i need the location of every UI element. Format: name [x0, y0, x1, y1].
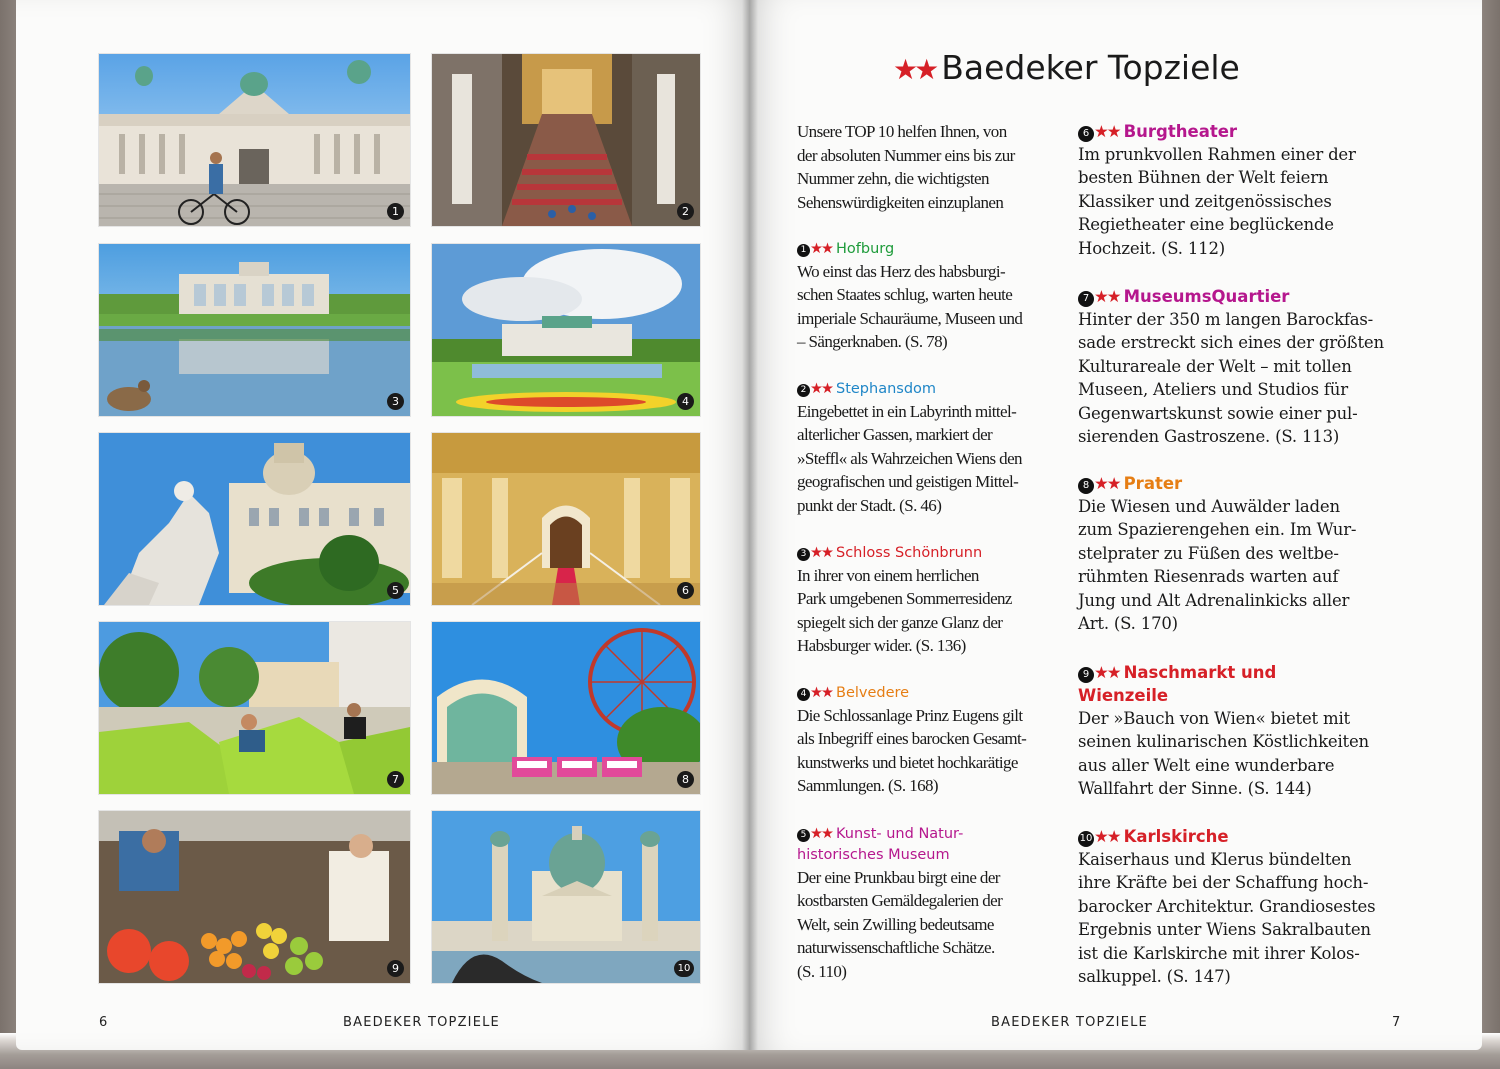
entry-description-line: alterlicher Gassen, markiert der [797, 425, 993, 445]
entry-description-line: Wo einst das Herz des habsburgi- [797, 262, 1006, 281]
entry-naschmarkt [1078, 661, 1408, 801]
intro-line: Sehenswürdigkeiten einzuplanen [797, 192, 1004, 212]
entry-description-line: aus aller Welt eine wunderbare [1078, 755, 1335, 775]
entry-description-line: – Sängerknaben. (S. 78) [797, 332, 948, 352]
entry-description-line: Wallfahrt der Sinne. (S. 144) [1078, 779, 1312, 799]
entry-description-line: Kulturareale der Welt – mit tollen [1078, 356, 1352, 376]
entry-name-line: Naschmarkt und [1123, 663, 1277, 682]
entry-description-line: barocker Architektur. Grandiosestes [1078, 896, 1376, 916]
entry-heading [797, 543, 1059, 564]
photo-belvedere [431, 243, 701, 417]
entry-description-line: seinen kulinarischen Köstlichkeiten [1078, 732, 1369, 752]
entry-burgtheater [1078, 120, 1408, 260]
entry-name-line: Kunst- und Natur- [836, 826, 964, 842]
entry-description-line: rühmten Riesenrads warten auf [1078, 567, 1339, 587]
title-stars: ★★ [893, 53, 936, 86]
photo-schoenbrunn [98, 243, 411, 417]
page-title [893, 48, 1240, 87]
entry-stars: ★★ [810, 241, 832, 257]
entry-description [1078, 495, 1408, 635]
photo-number-badge: 8 [677, 771, 694, 788]
entry-hofburg [797, 239, 1059, 354]
title-text: Baedeker Topziele [941, 48, 1240, 87]
entry-heading [1078, 661, 1408, 707]
entry-museum [797, 824, 1059, 983]
entry-number-badge: 8 [1078, 478, 1094, 494]
entry-description-line: salkuppel. (S. 147) [1078, 967, 1231, 987]
entry-description-line: Hinter der 350 m langen Barockfas- [1078, 310, 1374, 329]
entry-number-badge: 6 [1078, 126, 1094, 142]
entry-schoenbrunn [797, 543, 1059, 658]
entry-description-line: ihre Kräfte bei der Schaffung hoch- [1078, 873, 1369, 893]
photo-museum [98, 432, 411, 606]
entry-name-line: Schloss Schönbrunn [836, 545, 983, 561]
entry-description-line: kunstwerks und bietet hochkarätige [797, 752, 1018, 772]
entry-description-line: Gegenwartskunst sowie einer pul- [1078, 403, 1358, 423]
entry-number-badge: 1 [797, 244, 810, 257]
entry-number-badge: 5 [797, 829, 810, 842]
photo-hofburg [98, 53, 411, 227]
entry-description-line: Ergebnis unter Wiens Sakralbauten [1078, 920, 1371, 940]
entry-description-line: besten Bühnen der Welt feiern [1078, 168, 1329, 188]
entry-name [836, 241, 894, 257]
photo-burgtheater [431, 432, 701, 606]
entry-number-badge: 9 [1078, 667, 1094, 683]
right-page-number: 7 [1392, 1015, 1401, 1030]
photo-number-badge: 6 [677, 582, 694, 599]
entry-description-line: Habsburger wider. (S. 136) [797, 636, 966, 656]
entry-description-line: Park umgebenen Sommerresidenz [797, 589, 1012, 609]
left-page-number: 6 [99, 1015, 108, 1030]
photo-museumsquartier [98, 621, 411, 795]
entry-name-line: Stephansdom [836, 381, 937, 397]
entry-description-line: sierenden Gastroszene. (S. 113) [1078, 427, 1340, 447]
entry-heading [797, 379, 1059, 400]
entry-description-line: sade erstreckt sich eines der größten [1078, 333, 1384, 353]
intro-line: Unsere TOP 10 helfen Ihnen, von [797, 122, 1007, 141]
entry-description-line: Art. (S. 170) [1078, 614, 1178, 634]
entry-name-line: Wienzeile [1078, 686, 1169, 705]
entry-description-line: In ihrer von einem herrlichen [797, 566, 979, 585]
entry-heading [1078, 825, 1408, 848]
entry-description-line: imperiale Schauräume, Museen und [797, 308, 1023, 328]
entry-description-line: Klassiker und zeitgenössisches [1078, 191, 1332, 211]
entry-description-line: Museen, Ateliers und Studios für [1078, 380, 1348, 400]
entry-description-line: spiegelt sich der ganze Glanz der [797, 612, 1003, 632]
photo-number-badge: 4 [677, 393, 694, 410]
entry-description-line: schen Staates schlug, warten heute [797, 285, 1013, 305]
entry-description-line: Jung und Alt Adrenalinkicks aller [1078, 590, 1350, 610]
photo-number-badge: 5 [387, 582, 404, 599]
entry-stars: ★★ [810, 381, 832, 397]
entry-heading [1078, 120, 1408, 143]
entry-stephansdom [797, 379, 1059, 517]
entry-description-line: Hochzeit. (S. 112) [1078, 238, 1226, 258]
entry-description-line: zum Spazierengehen ein. Im Wur- [1078, 520, 1357, 540]
entry-name-line: Prater [1123, 474, 1183, 493]
entry-description-line: stelprater zu Füßen des weltbe- [1078, 543, 1339, 563]
entry-stars: ★★ [1094, 663, 1120, 682]
photo-number-badge: 2 [677, 203, 694, 220]
entry-number-badge: 10 [1078, 831, 1094, 847]
entry-description-line: Welt, sein Zwilling bedeutsame [797, 914, 994, 934]
entry-name [836, 685, 909, 701]
entry-name [1124, 827, 1229, 846]
entry-description [1078, 707, 1408, 801]
photo-stephansdom [431, 53, 701, 227]
entry-description-line: Regietheater eine beglückende [1078, 215, 1334, 235]
entry-name-line: Karlskirche [1123, 827, 1229, 846]
photo-karlskirche [431, 810, 701, 984]
entry-description [1078, 308, 1408, 448]
entry-description-line: Kaiserhaus und Klerus bündelten [1078, 850, 1352, 869]
entry-heading [797, 239, 1059, 260]
entry-description-line: Eingebettet in ein Labyrinth mittel- [797, 402, 1017, 421]
entry-number-badge: 4 [797, 688, 810, 701]
entry-description-line: »Steffl« als Wahrzeichen Wiens den [797, 448, 1022, 468]
entry-heading [797, 824, 1059, 866]
entry-description-line: punkt der Stadt. (S. 46) [797, 495, 942, 515]
entry-stars: ★★ [1094, 287, 1120, 306]
photo-number-badge: 9 [387, 960, 404, 977]
entry-belvedere [797, 683, 1059, 798]
entry-stars: ★★ [1094, 827, 1120, 846]
intro-line: Nummer zehn, die wichtigsten [797, 169, 989, 189]
entry-description-line: als Inbegriff eines barocken Gesamt- [797, 729, 1027, 749]
book-gutter [742, 0, 758, 1050]
entry-stars: ★★ [1094, 474, 1120, 493]
entry-description-line: (S. 110) [797, 961, 847, 981]
entry-name [836, 381, 936, 397]
entry-description-line: kostbarsten Gemäldegalerien der [797, 891, 1003, 911]
entry-description [797, 564, 1059, 658]
entry-description [797, 260, 1059, 354]
entry-name [1124, 287, 1290, 306]
entry-museumsquartier [1078, 285, 1408, 448]
intro-text [797, 120, 1067, 214]
entry-number-badge: 3 [797, 548, 810, 561]
entry-stars: ★★ [810, 826, 832, 842]
entry-stars: ★★ [810, 685, 832, 701]
photo-number-badge: 10 [674, 960, 694, 977]
entry-name-line: historisches Museum [797, 847, 950, 863]
entry-description-line: ist die Karlskirche mit ihrer Kolos- [1078, 943, 1360, 963]
entry-name-line: Belvedere [836, 685, 910, 701]
right-running-head: BAEDEKER TOPZIELE [991, 1015, 1148, 1030]
entry-number-badge: 7 [1078, 291, 1094, 307]
entry-heading [1078, 285, 1408, 308]
entry-name-line: Burgtheater [1123, 122, 1238, 141]
entry-description [797, 400, 1059, 517]
entry-description-line: naturwissenschaftliche Schätze. [797, 938, 995, 958]
entry-heading [797, 683, 1059, 704]
entry-description-line: Die Wiesen und Auwälder laden [1078, 497, 1340, 516]
entry-description-line: geografischen und geistigen Mittel- [797, 472, 1019, 492]
entry-name-line: Hofburg [836, 241, 895, 257]
entry-description [1078, 848, 1408, 988]
left-running-head: BAEDEKER TOPZIELE [343, 1015, 500, 1030]
entry-description-line: Der »Bauch von Wien« bietet mit [1078, 709, 1350, 728]
entry-heading [1078, 472, 1408, 495]
entry-name [1124, 474, 1183, 493]
entry-description-line: Der eine Prunkbau birgt eine der [797, 868, 1000, 887]
photo-number-badge: 3 [387, 393, 404, 410]
entry-name [836, 545, 982, 561]
entry-description-line: Sammlungen. (S. 168) [797, 776, 938, 796]
entry-prater [1078, 472, 1408, 635]
photo-prater [431, 621, 701, 795]
entry-description [1078, 143, 1408, 260]
photo-number-badge: 7 [387, 771, 404, 788]
entry-description-line: Die Schlossanlage Prinz Eugens gilt [797, 706, 1023, 725]
entry-name-line: MuseumsQuartier [1123, 287, 1290, 306]
intro-line: der absoluten Nummer eins bis zur [797, 145, 1015, 165]
entry-description-line: Im prunkvollen Rahmen einer der [1078, 145, 1356, 164]
entry-karlskirche [1078, 825, 1408, 988]
entry-description [797, 866, 1059, 983]
photo-number-badge: 1 [387, 203, 404, 220]
entry-description [797, 704, 1059, 798]
entry-stars: ★★ [810, 545, 832, 561]
entry-number-badge: 2 [797, 384, 810, 397]
entry-stars: ★★ [1094, 122, 1120, 141]
photo-naschmarkt [98, 810, 411, 984]
entry-name [1124, 122, 1237, 141]
